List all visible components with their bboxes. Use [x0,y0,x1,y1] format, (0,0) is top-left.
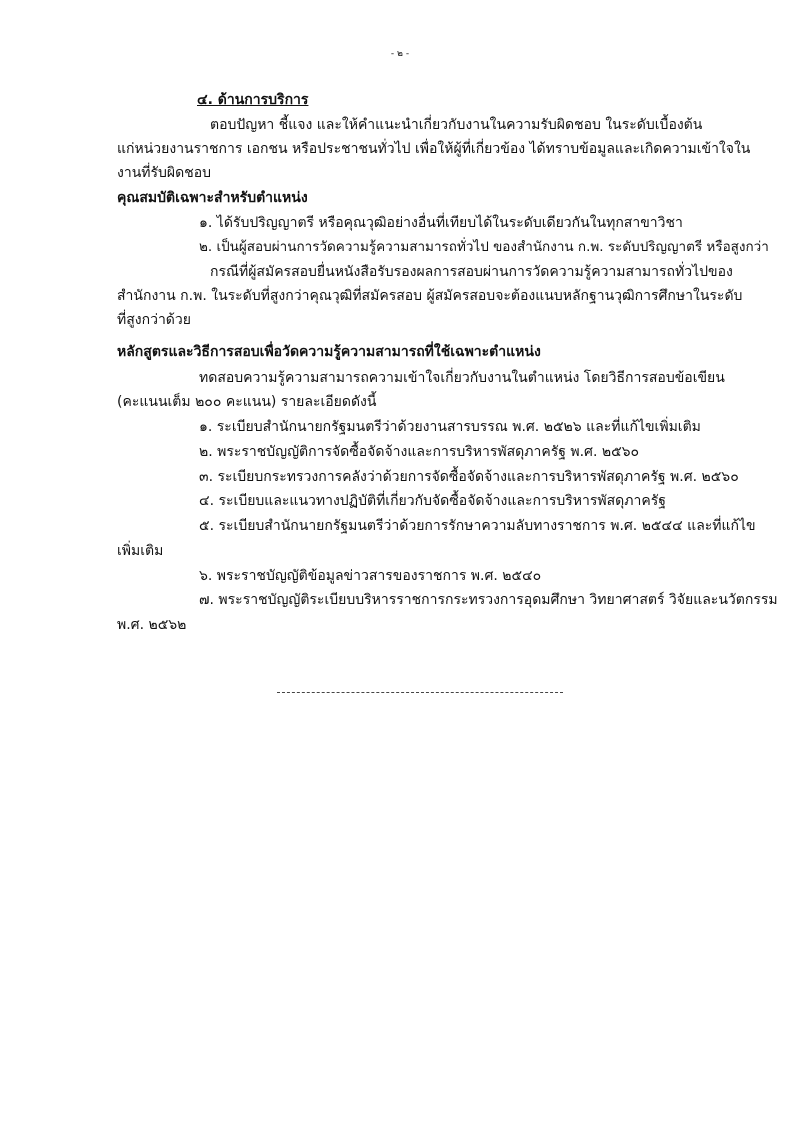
exam-heading: หลักสูตรและวิธีการสอบเพื่อวัดความรู้ความสามารถที่ใช้เฉพาะตำแหน่ง [117,344,541,360]
exam-item-continuation: พ.ศ. ๒๕๖๒ [117,617,187,633]
qualification-item-2: ๒. เป็นผู้สอบผ่านการวัดความรู้ความสามารถทั่วไป ของสำนักงาน ก.พ. ระดับปริญญาตรี หรือสูงกว่า [199,239,769,255]
qualification-note-line-3: ที่สูงกว่าด้วย [117,312,191,328]
exam-intro-line-2: (คะแนนเต็ม ๒๐๐ คะแนน) รายละเอียดดังนี้ [117,394,377,410]
exam-item: ๗. พระราชบัญญัติระเบียบบริหารราชการกระทรวงการอุดมศึกษา วิทยาศาสตร์ วิจัยและนวัตกรรม [199,592,778,608]
exam-item: ๖. พระราชบัญญัติข้อมูลข่าวสารของราชการ พ.ศ. ๒๕๔๐ [199,568,542,584]
qualifications-heading: คุณสมบัติเฉพาะสำหรับตำแหน่ง [117,190,308,206]
service-paragraph-line-3: งานที่รับผิดชอบ [117,165,211,181]
end-divider [277,692,563,693]
exam-item: ๕. ระเบียบสำนักนายกรัฐมนตรีว่าด้วยการรักษาความลับทางราชการ พ.ศ. ๒๕๔๔ และที่แก้ไข [199,518,756,534]
qualification-note-line-2: สำนักงาน ก.พ. ในระดับที่สูงกว่าคุณวุฒิที่สมัครสอบ ผู้สมัครสอบจะต้องแนบหลักฐานวุฒิการศึกษาในระดับ [117,288,743,304]
exam-intro-line-1: ทดสอบความรู้ความสามารถความเข้าใจเกี่ยวกับงานในตำแหน่ง โดยวิธีการสอบข้อเขียน [199,370,725,386]
qualification-item-1: ๑. ได้รับปริญญาตรี หรือคุณวุฒิอย่างอื่นที่เทียบได้ในระดับเดียวกันในทุกสาขาวิชา [199,215,683,231]
service-paragraph-line-1: ตอบปัญหา ชี้แจง และให้คำแนะนำเกี่ยวกับงานในความรับผิดชอบ ในระดับเบื้องต้น [210,117,703,133]
exam-item: ๑. ระเบียบสำนักนายกรัฐมนตรีว่าด้วยงานสารบรรณ พ.ศ. ๒๕๒๖ และที่แก้ไขเพิ่มเติม [199,419,701,435]
service-heading: ๔. ด้านการบริการ [197,92,309,108]
service-paragraph-line-2: แก่หน่วยงานราชการ เอกชน หรือประชาชนทั่วไป เพื่อให้ผู้ที่เกี่ยวข้อง ได้ทราบข้อมูลและเกิดความเข้าใจใน [117,141,751,157]
exam-item: ๔. ระเบียบและแนวทางปฏิบัติที่เกี่ยวกับจัดซื้อจัดจ้างและการบริหารพัสดุภาครัฐ [199,493,666,509]
exam-item: ๓. ระเบียบกระทรวงการคลังว่าด้วยการจัดซื้อจัดจ้างและการบริหารพัสดุภาครัฐ พ.ศ. ๒๕๖๐ [199,469,739,485]
exam-item: ๒. พระราชบัญญัติการจัดซื้อจัดจ้างและการบริหารพัสดุภาครัฐ พ.ศ. ๒๕๖๐ [199,444,640,460]
page-number: - ๒ - [390,49,410,59]
exam-item-continuation: เพิ่มเติม [117,543,164,559]
qualification-note-line-1: กรณีที่ผู้สมัครสอบยื่นหนังสือรับรองผลการสอบผ่านการวัดความรู้ความสามารถทั่วไปของ [210,264,733,280]
